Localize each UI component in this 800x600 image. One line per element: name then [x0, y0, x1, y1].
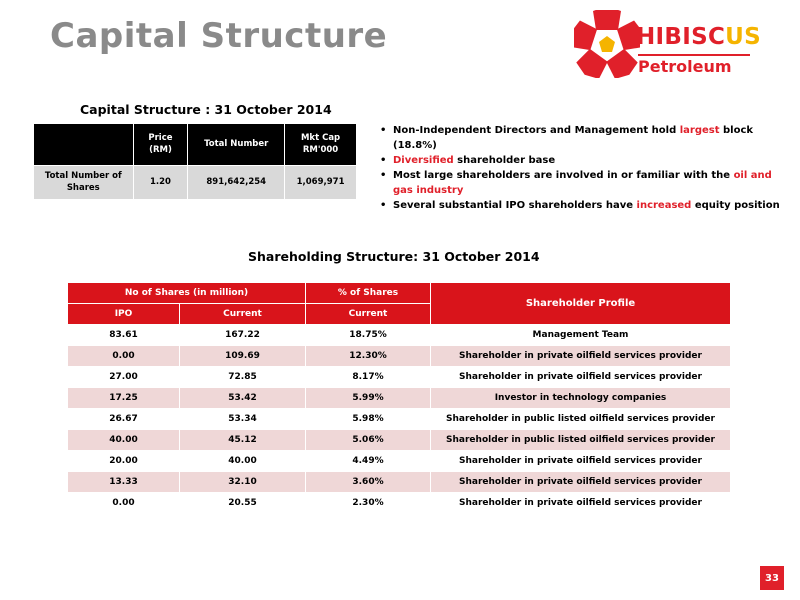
- ipo-header: IPO: [68, 304, 180, 325]
- capital-header-empty: [34, 124, 134, 166]
- shareholding-table: [67, 282, 731, 514]
- key-point-text: Several substantial IPO shareholders have: [393, 200, 637, 211]
- logo-subtitle: Petroleum: [638, 57, 732, 76]
- key-point-text: Most large shareholders are involved in or familiar with the: [393, 170, 734, 181]
- ipo-shares-cell: 40.00: [68, 430, 180, 451]
- ipo-shares-cell: 13.33: [68, 472, 180, 493]
- key-point-highlight: increased: [636, 200, 692, 211]
- ipo-shares-cell: 20.00: [68, 451, 180, 472]
- shareholder-profile-cell: Shareholder in private oilfield services provider: [431, 451, 731, 472]
- capital-mkt-cap-value: 1,069,971: [285, 166, 357, 200]
- percent-cell: 5.98%: [306, 409, 431, 430]
- key-point-item: [380, 153, 792, 168]
- table-row: [68, 430, 731, 451]
- capital-header-row: [34, 124, 357, 166]
- ipo-shares-cell: 0.00: [68, 493, 180, 514]
- logo-wordmark: [636, 24, 761, 50]
- shareholder-profile-cell: Management Team: [431, 325, 731, 346]
- current-shares-cell: 53.34: [180, 409, 306, 430]
- percent-cell: 12.30%: [306, 346, 431, 367]
- key-point-text: shareholder base: [453, 155, 556, 166]
- logo-wordmark-accent: US: [725, 24, 761, 50]
- capital-header-total-number: Total Number: [188, 124, 285, 166]
- shareholder-profile-cell: Shareholder in public listed oilfield services provider: [431, 430, 731, 451]
- ipo-shares-cell: 26.67: [68, 409, 180, 430]
- table-row: [68, 346, 731, 367]
- table-row: [68, 367, 731, 388]
- key-points-list: [380, 123, 792, 213]
- percent-cell: 5.06%: [306, 430, 431, 451]
- table-row: [68, 388, 731, 409]
- ipo-shares-cell: 0.00: [68, 346, 180, 367]
- shareholding-group-header-row: [68, 283, 731, 304]
- current-shares-header: Current: [180, 304, 306, 325]
- table-row: [68, 493, 731, 514]
- ipo-shares-cell: 17.25: [68, 388, 180, 409]
- table-row: [68, 409, 731, 430]
- capital-row-label: Total Number of Shares: [34, 166, 134, 200]
- current-shares-cell: 72.85: [180, 367, 306, 388]
- current-shares-cell: 53.42: [180, 388, 306, 409]
- current-shares-cell: 20.55: [180, 493, 306, 514]
- percent-cell: 8.17%: [306, 367, 431, 388]
- table-row: [68, 325, 731, 346]
- current-shares-cell: 167.22: [180, 325, 306, 346]
- ipo-shares-cell: 27.00: [68, 367, 180, 388]
- percent-cell: 2.30%: [306, 493, 431, 514]
- capital-header-mkt-cap: Mkt Cap RM'000: [285, 124, 357, 166]
- page-number-badge: 33: [760, 566, 784, 590]
- capital-total-number-value: 891,642,254: [188, 166, 285, 200]
- company-logo: [574, 10, 784, 80]
- table-row: [68, 451, 731, 472]
- current-shares-cell: 40.00: [180, 451, 306, 472]
- shares-group-header: No of Shares (in million): [68, 283, 306, 304]
- shareholding-table-body: [68, 325, 731, 514]
- capital-data-row: [34, 166, 357, 200]
- shareholder-profile-cell: Investor in technology companies: [431, 388, 731, 409]
- logo-wordmark-main: HIBISC: [636, 24, 726, 50]
- shareholding-structure-title: Shareholding Structure: 31 October 2014: [248, 249, 540, 264]
- shareholder-profile-cell: Shareholder in private oilfield services provider: [431, 367, 731, 388]
- current-shares-cell: 109.69: [180, 346, 306, 367]
- percent-cell: 4.49%: [306, 451, 431, 472]
- slide-title: Capital Structure: [50, 16, 388, 56]
- percent-cell: 3.60%: [306, 472, 431, 493]
- shareholder-profile-cell: Shareholder in private oilfield services provider: [431, 346, 731, 367]
- key-point-highlight: largest: [679, 125, 720, 136]
- current-shares-cell: 32.10: [180, 472, 306, 493]
- capital-structure-title: Capital Structure : 31 October 2014: [80, 102, 332, 117]
- capital-price-value: 1.20: [133, 166, 188, 200]
- key-point-item: [380, 198, 792, 213]
- ipo-shares-cell: 83.61: [68, 325, 180, 346]
- current-percent-header: Current: [306, 304, 431, 325]
- percent-group-header: % of Shares: [306, 283, 431, 304]
- capital-structure-table: [33, 123, 357, 200]
- shareholder-profile-cell: Shareholder in private oilfield services provider: [431, 493, 731, 514]
- shareholder-profile-cell: Shareholder in private oilfield services provider: [431, 472, 731, 493]
- table-row: [68, 472, 731, 493]
- profile-header: Shareholder Profile: [431, 283, 731, 325]
- shareholder-profile-cell: Shareholder in public listed oilfield services provider: [431, 409, 731, 430]
- hibiscus-flower-icon: [574, 10, 640, 78]
- percent-cell: 5.99%: [306, 388, 431, 409]
- current-shares-cell: 45.12: [180, 430, 306, 451]
- key-point-highlight: Diversified: [393, 155, 454, 166]
- capital-header-price: Price (RM): [133, 124, 188, 166]
- percent-cell: 18.75%: [306, 325, 431, 346]
- key-point-text: Non-Independent Directors and Management hold: [393, 125, 680, 136]
- key-point-item: [380, 168, 792, 198]
- logo-divider: [638, 54, 750, 56]
- key-point-highlight: oil and gas industry: [393, 170, 772, 196]
- key-point-text: equity position: [691, 200, 780, 211]
- key-point-item: [380, 123, 792, 153]
- key-point-text: block (18.8%): [393, 125, 754, 151]
